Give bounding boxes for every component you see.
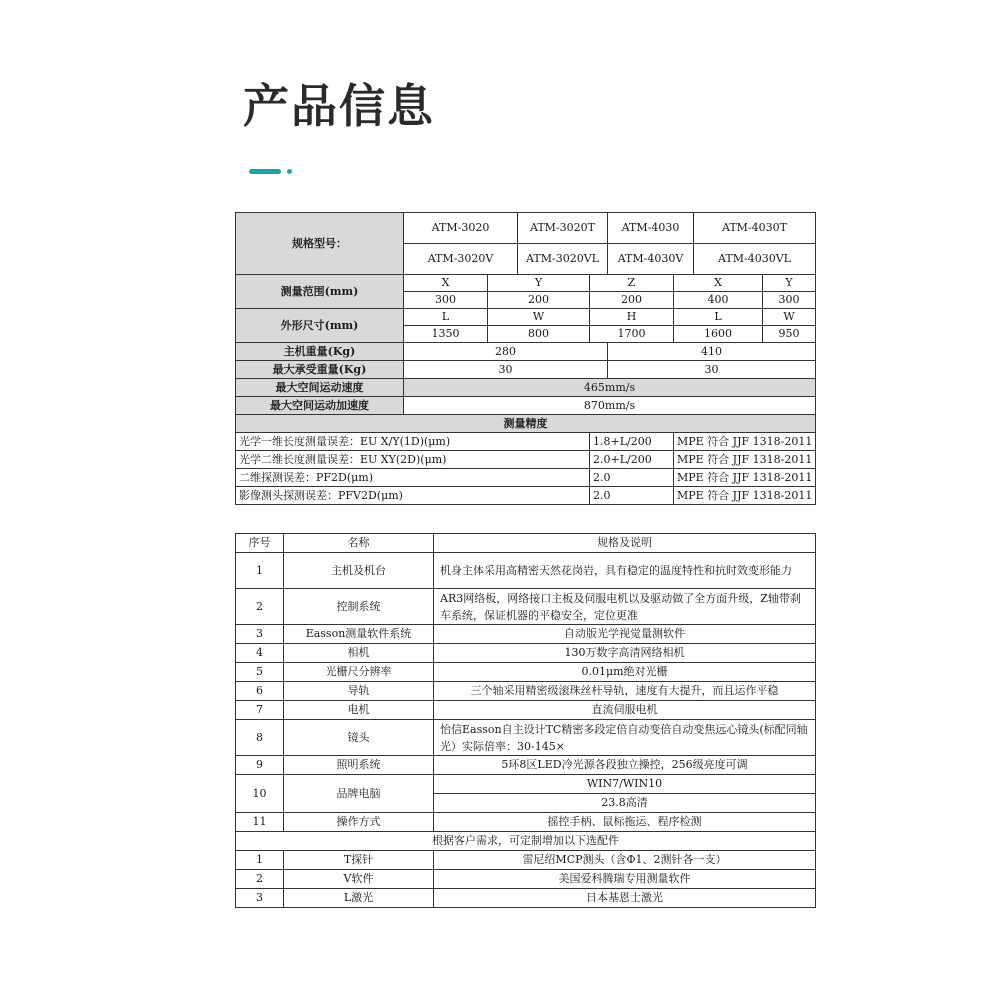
axis-cell: X bbox=[404, 275, 488, 292]
spec-load-label: 最大承受重量(Kg) bbox=[236, 361, 404, 379]
axis-cell: L bbox=[404, 309, 488, 326]
row-desc: 130万数字高清网络相机 bbox=[434, 644, 816, 663]
model-cell: ATM-4030V bbox=[608, 244, 694, 275]
col-header-no: 序号 bbox=[236, 534, 284, 553]
axis-cell: Y bbox=[488, 275, 590, 292]
range-value: 200 bbox=[488, 292, 590, 309]
accel-value: 870mm/s bbox=[404, 397, 816, 415]
accuracy-value: 2.0 bbox=[590, 469, 674, 487]
axis-cell: W bbox=[763, 309, 816, 326]
range-value: 300 bbox=[763, 292, 816, 309]
title-accent-bar bbox=[249, 169, 281, 174]
load-value: 30 bbox=[404, 361, 608, 379]
row-no: 2 bbox=[236, 589, 284, 625]
row-no: 5 bbox=[236, 663, 284, 682]
row-desc: 机身主体采用高精密天然花岗岩，具有稳定的温度特性和抗时效变形能力 bbox=[434, 553, 816, 589]
parts-table bbox=[235, 533, 816, 908]
optional-name: T探针 bbox=[284, 851, 434, 870]
page-title: 产品信息 bbox=[243, 79, 435, 133]
row-name: 导轨 bbox=[284, 682, 434, 701]
size-value: 1700 bbox=[590, 326, 674, 343]
row-desc: 摇控手柄、鼠标拖运、程序检测 bbox=[434, 813, 816, 832]
accuracy-value: 1.8+L/200 bbox=[590, 433, 674, 451]
col-header-desc: 规格及说明 bbox=[434, 534, 816, 553]
weight-value: 280 bbox=[404, 343, 608, 361]
model-cell: ATM-4030T bbox=[694, 213, 816, 244]
row-name: 照明系统 bbox=[284, 756, 434, 775]
row-no: 6 bbox=[236, 682, 284, 701]
row-no: 3 bbox=[236, 625, 284, 644]
optional-name: L激光 bbox=[284, 889, 434, 908]
row-name: 主机及机台 bbox=[284, 553, 434, 589]
accuracy-label: 光学二维长度测量误差：EU XY(2D)(μm) bbox=[236, 451, 590, 469]
row-desc: 自动版光学视觉量测软件 bbox=[434, 625, 816, 644]
accuracy-value: 2.0 bbox=[590, 487, 674, 505]
size-value: 800 bbox=[488, 326, 590, 343]
axis-cell: Y bbox=[763, 275, 816, 292]
model-cell: ATM-4030 bbox=[608, 213, 694, 244]
row-desc: 直流伺服电机 bbox=[434, 701, 816, 720]
model-cell: ATM-3020V bbox=[404, 244, 518, 275]
accuracy-label: 二维探测误差：PF2D(μm) bbox=[236, 469, 590, 487]
row-desc: 5环8区LED冷光源各段独立操控，256级亮度可调 bbox=[434, 756, 816, 775]
size-value: 1600 bbox=[674, 326, 763, 343]
row-name: 品牌电脑 bbox=[284, 775, 434, 813]
row-desc: 0.01μm绝对光栅 bbox=[434, 663, 816, 682]
axis-cell: H bbox=[590, 309, 674, 326]
optional-header: 根据客户需求，可定制增加以下选配件 bbox=[236, 832, 816, 851]
axis-cell: Z bbox=[590, 275, 674, 292]
accuracy-note: MPE 符合 JJF 1318-2011 bbox=[674, 451, 816, 469]
row-no: 9 bbox=[236, 756, 284, 775]
accuracy-note: MPE 符合 JJF 1318-2011 bbox=[674, 433, 816, 451]
speed-value: 465mm/s bbox=[404, 379, 816, 397]
row-name: 相机 bbox=[284, 644, 434, 663]
accuracy-label: 影像测头探测误差：PFV2D(μm) bbox=[236, 487, 590, 505]
optional-desc: 美国爱科腾瑞专用测量软件 bbox=[434, 870, 816, 889]
load-value: 30 bbox=[608, 361, 816, 379]
range-value: 400 bbox=[674, 292, 763, 309]
accuracy-value: 2.0+L/200 bbox=[590, 451, 674, 469]
row-name: Easson测量软件系统 bbox=[284, 625, 434, 644]
row-name: 镜头 bbox=[284, 720, 434, 756]
row-no: 7 bbox=[236, 701, 284, 720]
model-cell: ATM-3020VL bbox=[518, 244, 608, 275]
row-no: 1 bbox=[236, 553, 284, 589]
range-value: 200 bbox=[590, 292, 674, 309]
optional-name: V软件 bbox=[284, 870, 434, 889]
row-name: 控制系统 bbox=[284, 589, 434, 625]
range-value: 300 bbox=[404, 292, 488, 309]
optional-desc: 日本基恩士激光 bbox=[434, 889, 816, 908]
axis-cell: X bbox=[674, 275, 763, 292]
optional-no: 3 bbox=[236, 889, 284, 908]
optional-desc: 雷尼绍MCP测头（含Φ1、2测针各一支） bbox=[434, 851, 816, 870]
accuracy-note: MPE 符合 JJF 1318-2011 bbox=[674, 469, 816, 487]
model-cell: ATM-3020 bbox=[404, 213, 518, 244]
row-desc: AR3网络板，网络接口主板及伺服电机以及驱动做了全方面升级，Z轴带刹车系统，保证机器的平稳安全，定位更准 bbox=[434, 589, 816, 625]
spec-speed-label: 最大空间运动速度 bbox=[236, 379, 404, 397]
row-name: 光栅尺分辨率 bbox=[284, 663, 434, 682]
accuracy-note: MPE 符合 JJF 1318-2011 bbox=[674, 487, 816, 505]
title-accent-dot bbox=[287, 169, 292, 174]
axis-cell: W bbox=[488, 309, 590, 326]
accuracy-label: 光学一维长度测量误差：EU X/Y(1D)(μm) bbox=[236, 433, 590, 451]
spec-weight-label: 主机重量(Kg) bbox=[236, 343, 404, 361]
size-value: 950 bbox=[763, 326, 816, 343]
model-cell: ATM-3020T bbox=[518, 213, 608, 244]
axis-cell: L bbox=[674, 309, 763, 326]
spec-model-label: 规格型号： bbox=[236, 213, 404, 275]
row-no: 10 bbox=[236, 775, 284, 813]
size-value: 1350 bbox=[404, 326, 488, 343]
weight-value: 410 bbox=[608, 343, 816, 361]
col-header-name: 名称 bbox=[284, 534, 434, 553]
row-no: 11 bbox=[236, 813, 284, 832]
row-no: 8 bbox=[236, 720, 284, 756]
optional-no: 1 bbox=[236, 851, 284, 870]
accuracy-header: 测量精度 bbox=[236, 415, 816, 433]
row-no: 4 bbox=[236, 644, 284, 663]
spec-table bbox=[235, 212, 816, 505]
row-name: 操作方式 bbox=[284, 813, 434, 832]
model-cell: ATM-4030VL bbox=[694, 244, 816, 275]
row-name: 电机 bbox=[284, 701, 434, 720]
row-desc: WIN7/WIN10 bbox=[434, 775, 816, 794]
row-desc: 23.8高清 bbox=[434, 794, 816, 813]
row-desc: 怡信Easson自主设计TC精密多段定倍自动变倍自动变焦远心镜头(标配同轴光）实际倍率：30-145× bbox=[434, 720, 816, 756]
spec-accel-label: 最大空间运动加速度 bbox=[236, 397, 404, 415]
spec-size-label: 外形尺寸(mm) bbox=[236, 309, 404, 343]
optional-no: 2 bbox=[236, 870, 284, 889]
row-desc: 三个轴采用精密级滚珠丝杆导轨，速度有大提升，而且运作平稳 bbox=[434, 682, 816, 701]
spec-range-label: 测量范围(mm) bbox=[236, 275, 404, 309]
